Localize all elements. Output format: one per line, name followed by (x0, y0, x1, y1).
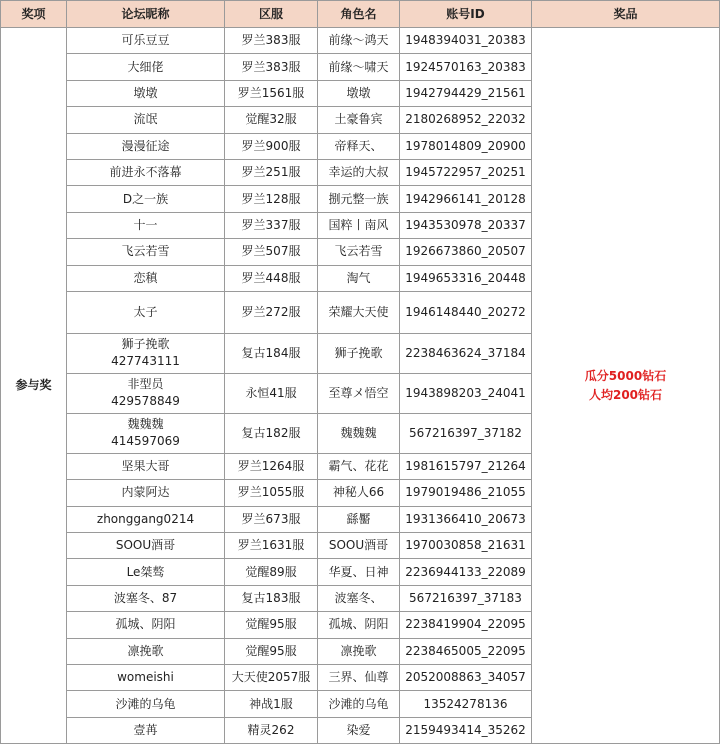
nickname-text: 可乐豆豆 (121, 33, 170, 48)
nickname-cell (67, 638, 225, 664)
server-cell: 罗兰1055服 (225, 480, 318, 506)
nickname-id-text: 414597069 (111, 434, 180, 449)
role-cell: 国粹丨南风 (318, 212, 400, 238)
header-category: 奖项 (1, 1, 67, 28)
role-cell: 凛挽歌 (318, 638, 400, 664)
role-cell: 飞云若雪 (318, 239, 400, 265)
server-cell: 罗兰900服 (225, 133, 318, 159)
header-account: 账号ID (400, 1, 532, 28)
nickname-cell (67, 212, 225, 238)
nickname-text: D之一族 (122, 191, 169, 206)
server-cell: 精灵262 (225, 717, 318, 743)
nickname-text: 凛挽歌 (127, 643, 164, 658)
table-body (1, 28, 720, 744)
nickname-cell (67, 506, 225, 532)
nickname-text: 漫漫征途 (121, 138, 170, 153)
server-cell: 神战1服 (225, 691, 318, 717)
account-cell: 1948394031_20383 (400, 28, 532, 54)
role-cell: 孤城、阴阳 (318, 612, 400, 638)
account-cell: 1943898203_24041 (400, 373, 532, 413)
nickname-text: 前进永不落幕 (109, 165, 182, 180)
header-prize: 奖品 (532, 1, 720, 28)
server-cell: 觉醒95服 (225, 638, 318, 664)
account-cell: 1970030858_21631 (400, 533, 532, 559)
account-cell: 1981615797_21264 (400, 453, 532, 479)
nickname-cell (67, 691, 225, 717)
prize-line-1: 瓜分5000钻石 (584, 368, 667, 383)
header-row (1, 1, 720, 28)
nickname-cell (67, 533, 225, 559)
server-cell: 罗兰448服 (225, 265, 318, 291)
account-cell: 2052008863_34057 (400, 665, 532, 691)
nickname-text: SOOU酒哥 (115, 538, 176, 553)
nickname-text: 飞云若雪 (121, 244, 170, 259)
role-cell: 墩墩 (318, 80, 400, 106)
account-cell: 567216397_37183 (400, 585, 532, 611)
server-cell: 罗兰251服 (225, 159, 318, 185)
role-cell: 染爱 (318, 717, 400, 743)
server-cell: 复古182服 (225, 413, 318, 453)
server-cell: 罗兰383服 (225, 54, 318, 80)
nickname-text: 墩墩 (133, 85, 158, 100)
account-cell: 2236944133_22089 (400, 559, 532, 585)
role-cell: 神秘人66 (318, 480, 400, 506)
nickname-cell (67, 612, 225, 638)
nickname-cell (67, 186, 225, 212)
server-cell: 罗兰1264服 (225, 453, 318, 479)
role-cell: 沙滩的乌龟 (318, 691, 400, 717)
header-role: 角色名 (318, 1, 400, 28)
server-cell: 罗兰337服 (225, 212, 318, 238)
account-cell: 1978014809_20900 (400, 133, 532, 159)
role-cell: 波塞冬、 (318, 585, 400, 611)
account-cell: 567216397_37182 (400, 413, 532, 453)
role-cell: 幸运的大叔 (318, 159, 400, 185)
nickname-text: Le桀骜 (126, 564, 165, 579)
header-server: 区服 (225, 1, 318, 28)
nickname-cell (67, 333, 225, 373)
nickname-text: 非型员 (127, 377, 164, 392)
nickname-text: 狮子挽歌 (121, 337, 170, 352)
account-cell: 1926673860_20507 (400, 239, 532, 265)
account-cell: 1979019486_21055 (400, 480, 532, 506)
role-cell: 淘气 (318, 265, 400, 291)
account-cell: 1945722957_20251 (400, 159, 532, 185)
server-cell: 罗兰673服 (225, 506, 318, 532)
role-cell: 三界、仙尊 (318, 665, 400, 691)
nickname-cell (67, 159, 225, 185)
account-cell: 1949653316_20448 (400, 265, 532, 291)
nickname-cell (67, 54, 225, 80)
role-cell: 荣耀大天使 (318, 291, 400, 333)
role-cell: 霸气、花花 (318, 453, 400, 479)
nickname-text: zhonggang0214 (96, 511, 195, 526)
nickname-cell (67, 453, 225, 479)
nickname-text: 太子 (133, 304, 158, 319)
nickname-cell (67, 291, 225, 333)
role-cell: 狮子挽歌 (318, 333, 400, 373)
account-cell: 2238419904_22095 (400, 612, 532, 638)
role-cell: 帝释天、 (318, 133, 400, 159)
nickname-text: 壹苒 (133, 723, 158, 737)
account-cell: 2159493414_35262 (400, 717, 532, 743)
nickname-text: 十一 (133, 217, 158, 232)
account-cell: 1942966141_20128 (400, 186, 532, 212)
account-cell: 1924570163_20383 (400, 54, 532, 80)
role-cell: 魏魏魏 (318, 413, 400, 453)
role-cell: 繇靨 (318, 506, 400, 532)
account-cell: 1931366410_20673 (400, 506, 532, 532)
server-cell: 觉醒95服 (225, 612, 318, 638)
category-cell: 参与奖 (1, 28, 67, 744)
nickname-cell (67, 239, 225, 265)
nickname-cell (67, 665, 225, 691)
account-cell: 13524278136 (400, 691, 532, 717)
server-cell: 永恒41服 (225, 373, 318, 413)
role-cell: SOOU酒哥 (318, 533, 400, 559)
account-cell: 1942794429_21561 (400, 80, 532, 106)
nickname-id-text: 427743111 (111, 354, 180, 369)
role-cell: 前缘～啸天 (318, 54, 400, 80)
header-nickname: 论坛昵称 (67, 1, 225, 28)
nickname-text: 流氓 (133, 112, 158, 127)
nickname-text: 坚果大哥 (121, 459, 170, 474)
account-cell: 2238463624_37184 (400, 333, 532, 373)
server-cell: 复古183服 (225, 585, 318, 611)
prize-line-2: 人均200钻石 (588, 387, 663, 402)
nickname-cell (67, 717, 225, 743)
role-cell: 华夏、日神 (318, 559, 400, 585)
prize-cell (532, 28, 720, 744)
nickname-text: 大细佬 (127, 59, 164, 74)
server-cell: 觉醒89服 (225, 559, 318, 585)
server-cell: 罗兰128服 (225, 186, 318, 212)
nickname-id-text: 429578849 (111, 394, 180, 409)
server-cell: 罗兰507服 (225, 239, 318, 265)
nickname-cell (67, 559, 225, 585)
nickname-text: 沙滩的乌龟 (115, 696, 176, 711)
account-cell: 2238465005_22095 (400, 638, 532, 664)
nickname-cell (67, 133, 225, 159)
nickname-cell (67, 480, 225, 506)
role-cell: 前缘～鸿天 (318, 28, 400, 54)
account-cell: 2180268952_22032 (400, 107, 532, 133)
nickname-text: 孤城、阴阳 (115, 617, 176, 632)
server-cell: 罗兰272服 (225, 291, 318, 333)
nickname-cell (67, 80, 225, 106)
table-row (1, 28, 720, 54)
nickname-cell (67, 107, 225, 133)
server-cell: 复古184服 (225, 333, 318, 373)
role-cell: 土豪鲁宾 (318, 107, 400, 133)
role-cell: 至尊メ悟空 (318, 373, 400, 413)
server-cell: 觉醒32服 (225, 107, 318, 133)
nickname-text: 波塞冬、87 (113, 591, 178, 606)
server-cell: 罗兰1631服 (225, 533, 318, 559)
nickname-cell (67, 265, 225, 291)
nickname-cell (67, 28, 225, 54)
nickname-cell (67, 585, 225, 611)
nickname-text: 魏魏魏 (127, 417, 164, 432)
account-cell: 1946148440_20272 (400, 291, 532, 333)
nickname-cell (67, 413, 225, 453)
role-cell: 捌元整一族 (318, 186, 400, 212)
nickname-text: 内蒙阿达 (121, 485, 170, 500)
server-cell: 罗兰1561服 (225, 80, 318, 106)
nickname-cell (67, 373, 225, 413)
nickname-text: womeishi (117, 670, 174, 685)
account-cell: 1943530978_20337 (400, 212, 532, 238)
server-cell: 大天使2057服 (225, 665, 318, 691)
nickname-text: 恋稹 (133, 270, 158, 285)
server-cell: 罗兰383服 (225, 28, 318, 54)
